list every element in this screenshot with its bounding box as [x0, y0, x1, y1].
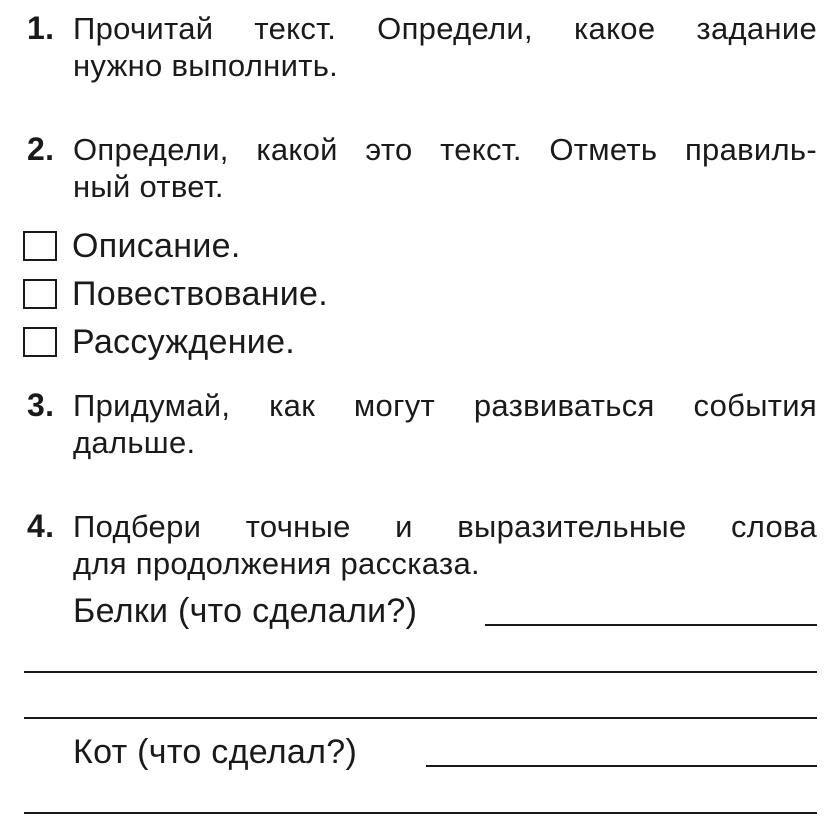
task-number: 4.	[27, 508, 55, 544]
checkbox[interactable]	[23, 231, 57, 261]
prompt-label: Белки (что сделали?)	[73, 592, 418, 630]
checkbox[interactable]	[23, 279, 57, 309]
task-text	[73, 10, 817, 84]
answer-line[interactable]	[426, 765, 817, 767]
task-3	[27, 387, 817, 461]
option-narration[interactable]	[23, 270, 328, 318]
option-label: Рассуждение.	[72, 322, 296, 361]
task-line: Прочитай текст. Определи, какое задание	[73, 11, 817, 46]
answer-options	[23, 222, 328, 366]
task-line: ный ответ.	[73, 169, 224, 204]
prompt-label: Кот (что сделал?)	[73, 733, 358, 771]
option-description[interactable]	[23, 222, 328, 270]
task-text	[73, 387, 817, 461]
answer-line[interactable]	[24, 671, 817, 673]
task-line: для продолжения рассказа.	[73, 546, 480, 581]
checkbox[interactable]	[23, 327, 57, 357]
task-1	[27, 10, 817, 84]
prompt-squirrels	[73, 592, 417, 631]
task-line: Подбери точные и выразительные слова	[73, 509, 817, 544]
task-line: нужно выполнить.	[73, 48, 339, 83]
task-line: дальше.	[73, 425, 196, 460]
task-text	[73, 508, 817, 582]
task-line: Определи, какой это текст. Отметь правиль-	[73, 132, 817, 167]
task-text	[73, 131, 817, 205]
option-label: Повествование.	[72, 274, 329, 313]
answer-line[interactable]	[24, 812, 817, 814]
prompt-cat	[73, 733, 357, 772]
option-label: Описание.	[72, 226, 241, 265]
task-4	[27, 508, 817, 582]
option-reasoning[interactable]	[23, 318, 328, 366]
task-number: 3.	[27, 387, 55, 423]
answer-line[interactable]	[485, 624, 817, 626]
task-number: 2.	[27, 131, 55, 167]
answer-line[interactable]	[24, 717, 817, 719]
task-2	[27, 131, 817, 205]
task-number: 1.	[27, 10, 55, 46]
task-line: Придумай, как могут развиваться события	[73, 388, 817, 423]
